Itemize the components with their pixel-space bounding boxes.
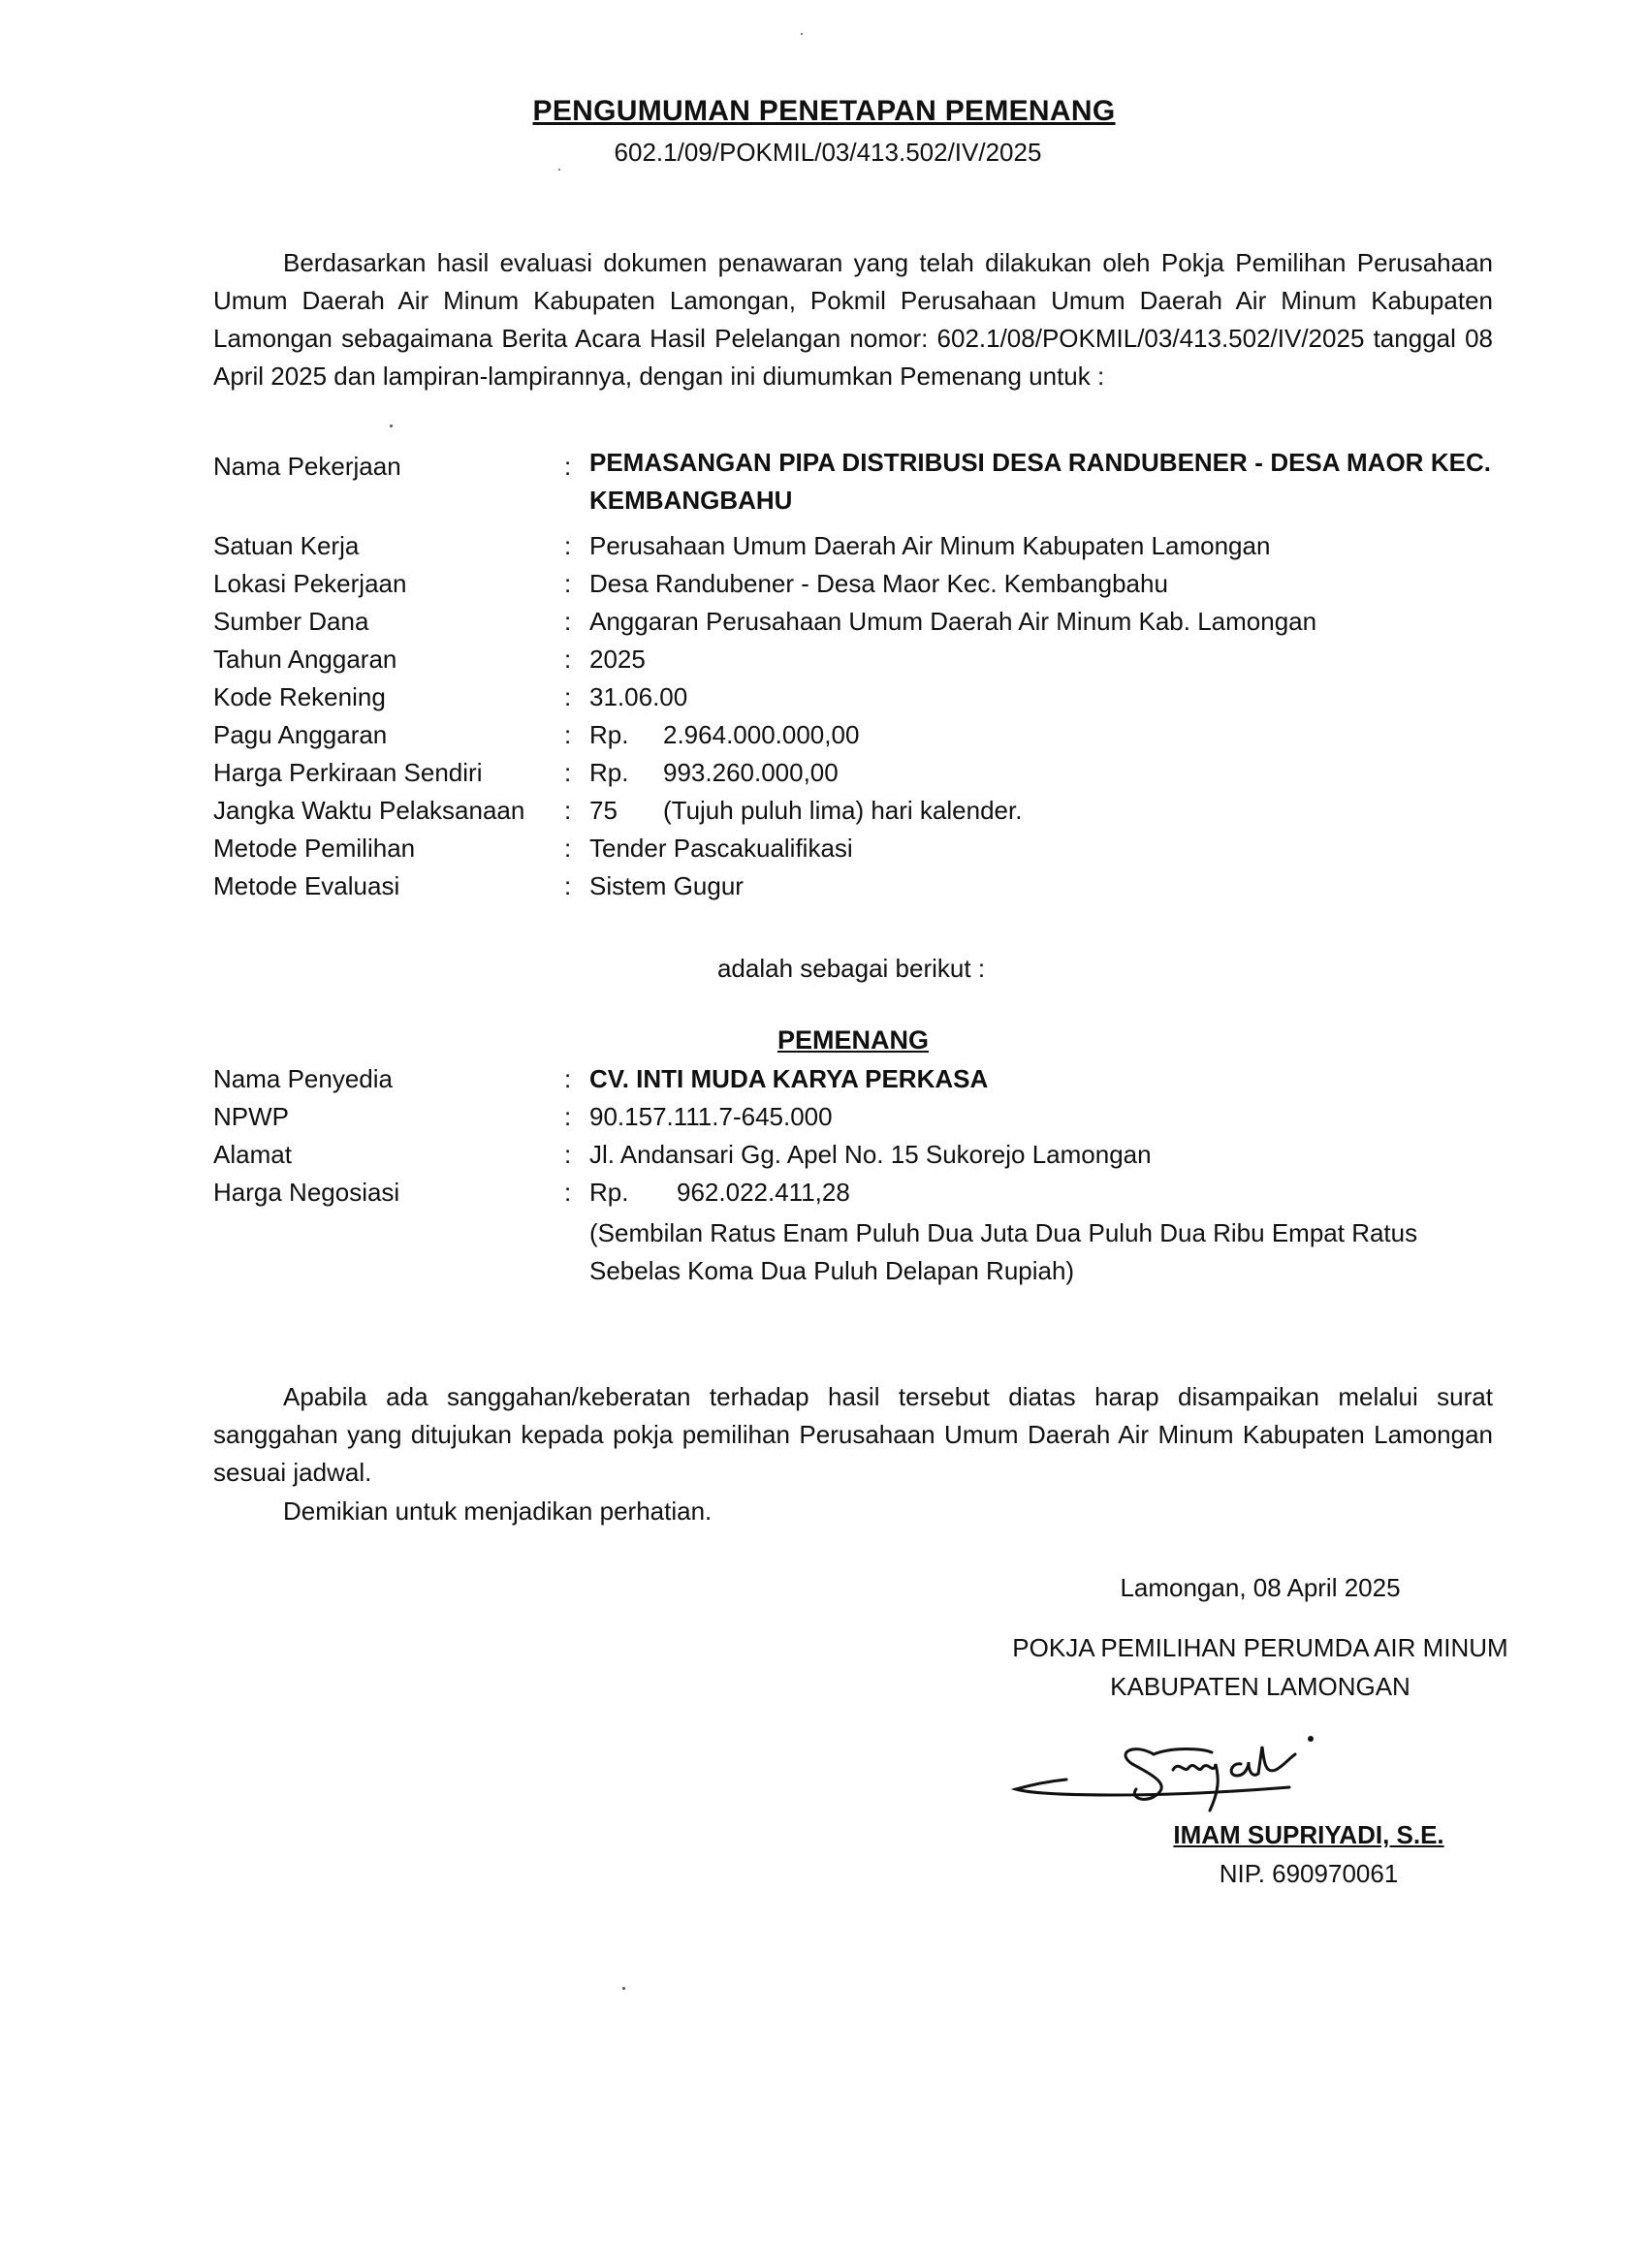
negotiated-price-value: 962.022.411,28 [677,1178,850,1207]
amount-value: 2.964.000.000,00 [663,720,860,749]
document-title: PENGUMUMAN PENETAPAN PEMENANG [532,95,1116,127]
detail-colon: : [564,720,572,749]
detail-label: Harga Perkiraan Sendiri [213,758,483,787]
scan-speck [390,425,393,427]
currency-label: Rp. [589,720,629,749]
detail-colon: : [564,531,572,560]
winner-heading: PEMENANG [776,1025,929,1055]
winner-colon: : [564,1178,572,1207]
detail-label: Tahun Anggaran [213,645,397,674]
job-name-value: PEMASANGAN PIPA DISTRIBUSI DESA RANDUBENER - DESA MAOR KEC. KEMBANGBAHU [589,448,1491,515]
detail-colon: : [564,796,572,825]
detail-label: Sumber Dana [213,607,369,636]
transition-text: adalah sebagai berikut : [716,954,986,983]
winner-label: NPWP [213,1102,289,1131]
winner-label: Alamat [213,1140,292,1169]
detail-colon: : [564,682,572,711]
detail-label: Jangka Waktu Pelaksanaan [213,796,525,825]
winner-colon: : [564,1064,572,1093]
detail-colon: : [564,834,572,863]
winner-label: Nama Penyedia [213,1064,393,1093]
signatory-name: IMAM SUPRIYADI, S.E. [1173,1820,1444,1849]
closing-statement: Demikian untuk menjadikan perhatian. [283,1496,713,1526]
winner-colon: : [564,1140,572,1169]
intro-paragraph: Berdasarkan hasil evaluasi dokumen penawaran yang telah dilakukan oleh Pokja Pemilihan Perusahaan Umum Daerah Air Minum Kabupaten Lamongan, Pokmil Perusahaan Umum Daerah Air Minum Kabupaten Lamongan sebagaimana Berita Acara Hasil Pelelangan nomor: 602.1/08/POKMIL/03/413.502/IV/2025 tanggal 08 April 2025 dan lampiran-lampirannya, dengan ini diumumkan Pemenang untuk : [213,248,1493,391]
detail-colon: : [564,645,572,674]
signature-org-line2: KABUPATEN LAMONGAN [1110,1672,1410,1701]
signatory-nip: NIP. 690970061 [1219,1859,1399,1888]
detail-value: Desa Randubener - Desa Maor Kec. Kembangbahu [589,569,1168,598]
detail-label: Metode Pemilihan [213,834,416,863]
amount-value: 993.260.000,00 [663,758,839,787]
detail-value: Anggaran Perusahaan Umum Daerah Air Minum Kab. Lamongan [589,607,1317,636]
document-number: 602.1/09/POKMIL/03/413.502/IV/2025 [614,138,1042,167]
detail-colon: : [564,871,572,900]
duration-text: (Tujuh puluh lima) hari kalender. [663,796,1023,825]
winner-address-value: Jl. Andansari Gg. Apel No. 15 Sukorejo Lamongan [589,1140,1152,1169]
detail-colon: : [564,758,572,787]
scan-speck [558,169,560,171]
detail-value: Tender Pascakualifikasi [589,834,853,863]
detail-label: Pagu Anggaran [213,720,388,749]
scan-speck [801,33,803,35]
detail-colon: : [564,607,572,636]
scan-speck [622,1987,625,1990]
winner-colon: : [564,1102,572,1131]
signature-place-date: Lamongan, 08 April 2025 [1120,1573,1401,1602]
detail-value: 31.06.00 [589,682,688,711]
winner-company-name: CV. INTI MUDA KARYA PERKASA [589,1064,989,1093]
detail-label: Kode Rekening [213,682,386,711]
detail-colon: : [564,452,572,481]
detail-label: Nama Pekerjaan [213,452,401,481]
price-in-words: (Sembilan Ratus Enam Puluh Dua Juta Dua Puluh Dua Ribu Empat Ratus Sebelas Koma Dua Puluh Delapan Rupiah) [589,1218,1418,1285]
currency-label: Rp. [589,758,629,787]
detail-label: Metode Evaluasi [213,871,400,900]
detail-colon: : [564,569,572,598]
detail-label: Satuan Kerja [213,531,360,560]
detail-value: Sistem Gugur [589,871,744,900]
duration-number: 75 [589,796,618,825]
detail-label: Lokasi Pekerjaan [213,569,407,598]
signature-org-line1: POKJA PEMILIHAN PERUMDA AIR MINUM [1012,1633,1508,1662]
winner-label: Harga Negosiasi [213,1178,400,1207]
detail-value: 2025 [589,645,646,674]
winner-npwp-value: 90.157.111.7-645.000 [589,1102,833,1131]
detail-value: Perusahaan Umum Daerah Air Minum Kabupaten Lamongan [589,531,1271,560]
objection-paragraph: Apabila ada sanggahan/keberatan terhadap hasil tersebut diatas harap disampaikan melalui surat sanggahan yang ditujukan kepada pokja pemilihan Perusahaan Umum Daerah Air Minum Kabupaten Lamongan sesuai jadwal. [213,1382,1493,1487]
handwritten-signature [1008,1725,1396,1832]
currency-label: Rp. [589,1178,629,1207]
